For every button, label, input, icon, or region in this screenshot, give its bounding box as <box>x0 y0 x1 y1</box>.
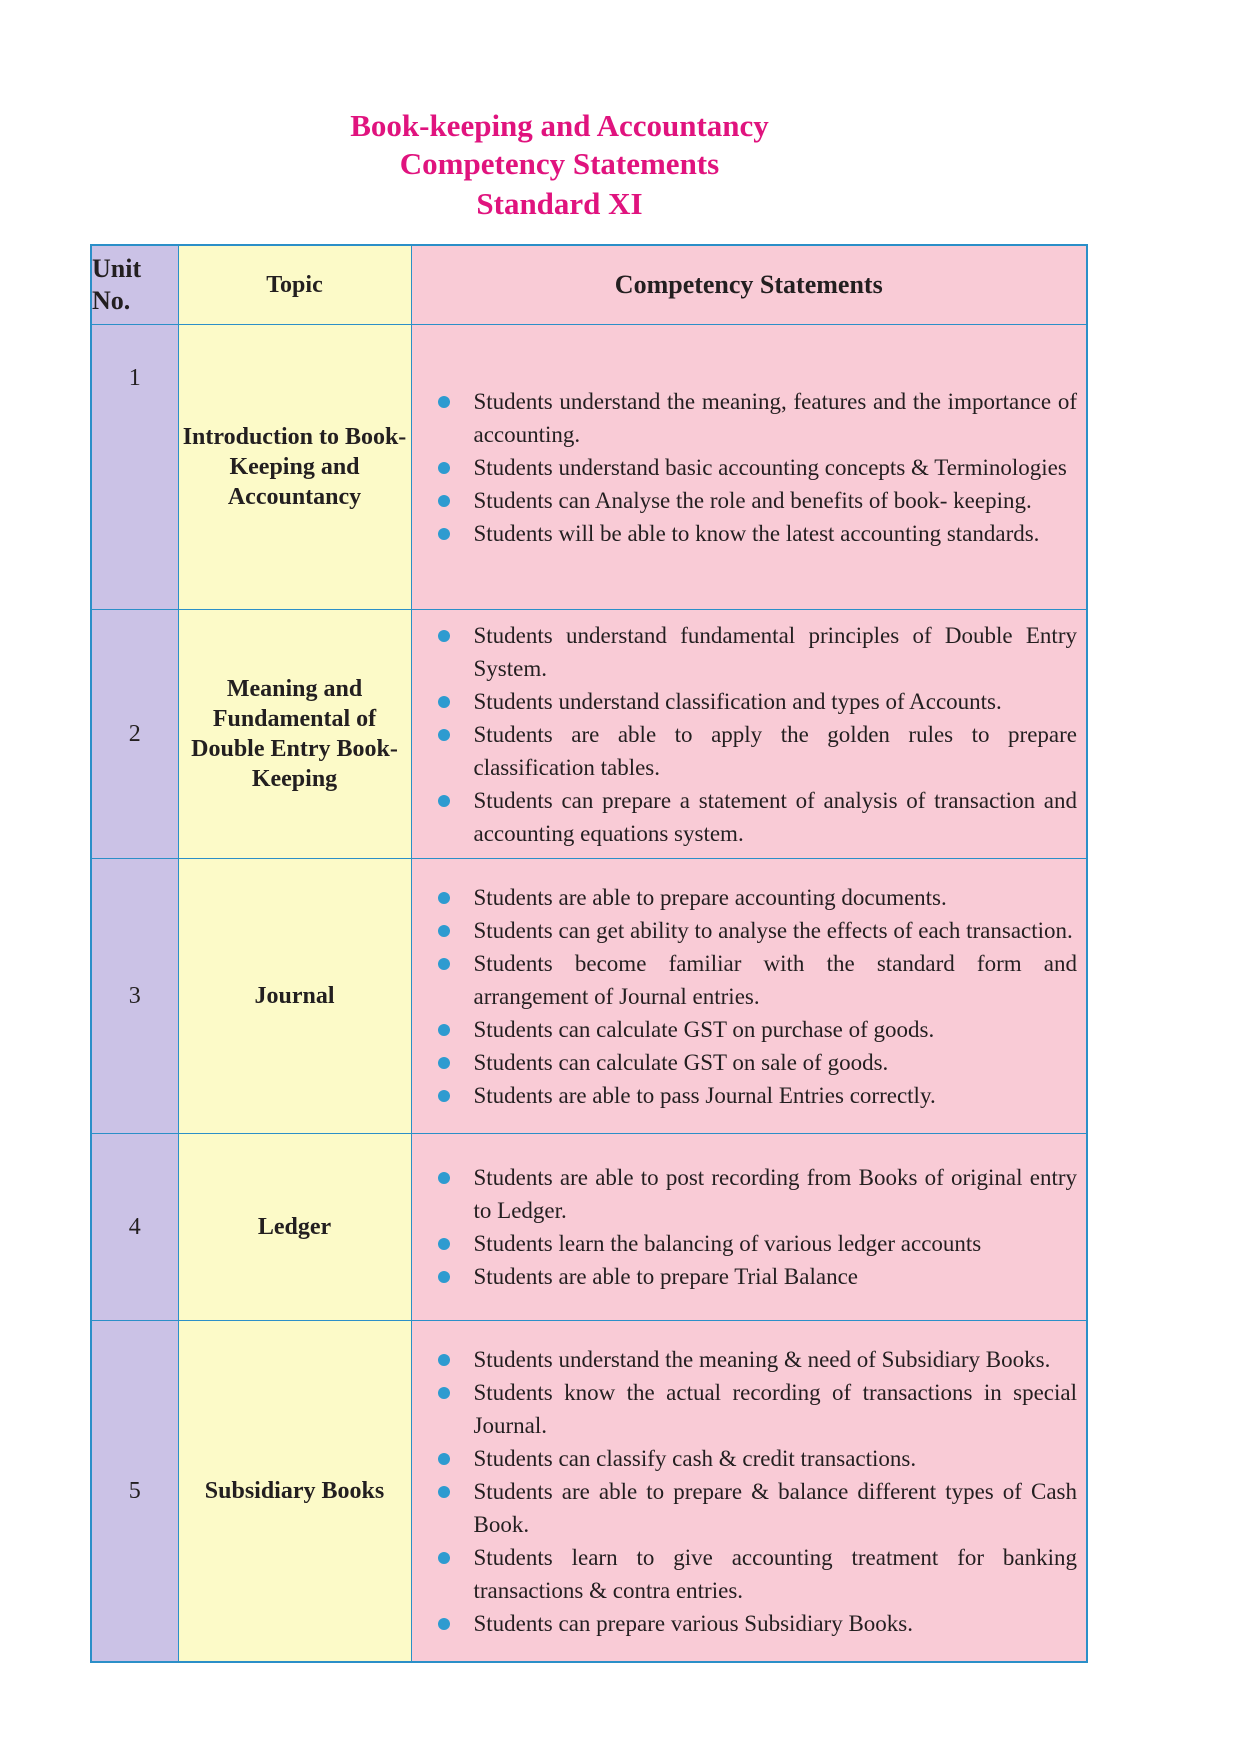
topic-name: Subsidiary Books <box>178 1321 411 1663</box>
competency-cell <box>411 859 1087 1134</box>
table-body <box>91 325 1087 1663</box>
competency-list <box>412 1161 1087 1293</box>
competency-statement: Students understand fundamental principles of Double Entry System. <box>474 619 1078 685</box>
competency-cell <box>411 1321 1087 1663</box>
title-line-1: Book-keeping and Accountancy <box>350 108 769 143</box>
competency-table <box>90 244 1088 1663</box>
topic-name: Ledger <box>178 1134 411 1321</box>
table-row <box>91 610 1087 859</box>
competency-statement: Students are able to apply the golden rules to prepare classification tables. <box>474 718 1078 784</box>
competency-list <box>412 881 1087 1112</box>
competency-statement: Students will be able to know the latest accounting standards. <box>474 517 1078 550</box>
competency-statement: Students can Analyse the role and benefits of book- keeping. <box>474 484 1078 517</box>
competency-statement: Students can prepare various Subsidiary Books. <box>474 1607 1078 1640</box>
title-line-2: Competency Statements <box>399 146 720 181</box>
table-row <box>91 1321 1087 1663</box>
competency-statement: Students are able to post recording from Books of original entry to Ledger. <box>474 1161 1078 1227</box>
competency-statement: Students are able to prepare & balance different types of Cash Book. <box>474 1475 1078 1541</box>
competency-statement: Students are able to prepare Trial Balance <box>474 1260 1078 1293</box>
competency-statement: Students know the actual recording of transactions in special Journal. <box>474 1376 1078 1442</box>
competency-statement: Students learn to give accounting treatment for banking transactions & contra entries. <box>474 1541 1078 1607</box>
unit-number: 3 <box>91 859 178 1134</box>
topic-name: Journal <box>178 859 411 1134</box>
competency-statement: Students can calculate GST on purchase of goods. <box>474 1013 1078 1046</box>
competency-cell <box>411 325 1087 610</box>
unit-number: 4 <box>91 1134 178 1321</box>
table-row <box>91 325 1087 610</box>
table-row <box>91 1134 1087 1321</box>
competency-statement: Students learn the balancing of various ledger accounts <box>474 1227 1078 1260</box>
competency-statement: Students are able to pass Journal Entries correctly. <box>474 1079 1078 1112</box>
unit-number: 2 <box>91 610 178 859</box>
table-row <box>91 859 1087 1134</box>
competency-statement: Students can classify cash & credit transactions. <box>474 1442 1078 1475</box>
title-line-3: Standard XI <box>476 186 643 221</box>
competency-statement: Students understand the meaning, features and the importance of accounting. <box>474 385 1078 451</box>
header-unit: Unit No. <box>91 245 178 325</box>
competency-cell <box>411 610 1087 859</box>
competency-statement: Students become familiar with the standard form and arrangement of Journal entries. <box>474 947 1078 1013</box>
competency-statement: Students understand basic accounting concepts & Terminologies <box>474 451 1078 484</box>
topic-name: Meaning and Fundamental of Double Entry Book-Keeping <box>178 610 411 859</box>
competency-statement: Students can calculate GST on sale of goods. <box>474 1046 1078 1079</box>
competency-statement: Students understand classification and types of Accounts. <box>474 685 1078 718</box>
competency-statement: Students can get ability to analyse the effects of each transaction. <box>474 914 1078 947</box>
unit-number: 5 <box>91 1321 178 1663</box>
competency-statement: Students understand the meaning & need of Subsidiary Books. <box>474 1343 1078 1376</box>
competency-list <box>412 619 1087 850</box>
competency-cell <box>411 1134 1087 1321</box>
unit-number: 1 <box>91 325 178 610</box>
table-header-row <box>91 245 1087 325</box>
competency-list <box>412 1343 1087 1640</box>
topic-name: Introduction to Book- Keeping and Accountancy <box>178 325 411 610</box>
header-topic: Topic <box>178 245 411 325</box>
header-competency: Competency Statements <box>411 245 1087 325</box>
competency-list <box>412 385 1087 550</box>
competency-statement: Students are able to prepare accounting documents. <box>474 881 1078 914</box>
competency-statement: Students can prepare a statement of analysis of transaction and accounting equations system. <box>474 784 1078 850</box>
